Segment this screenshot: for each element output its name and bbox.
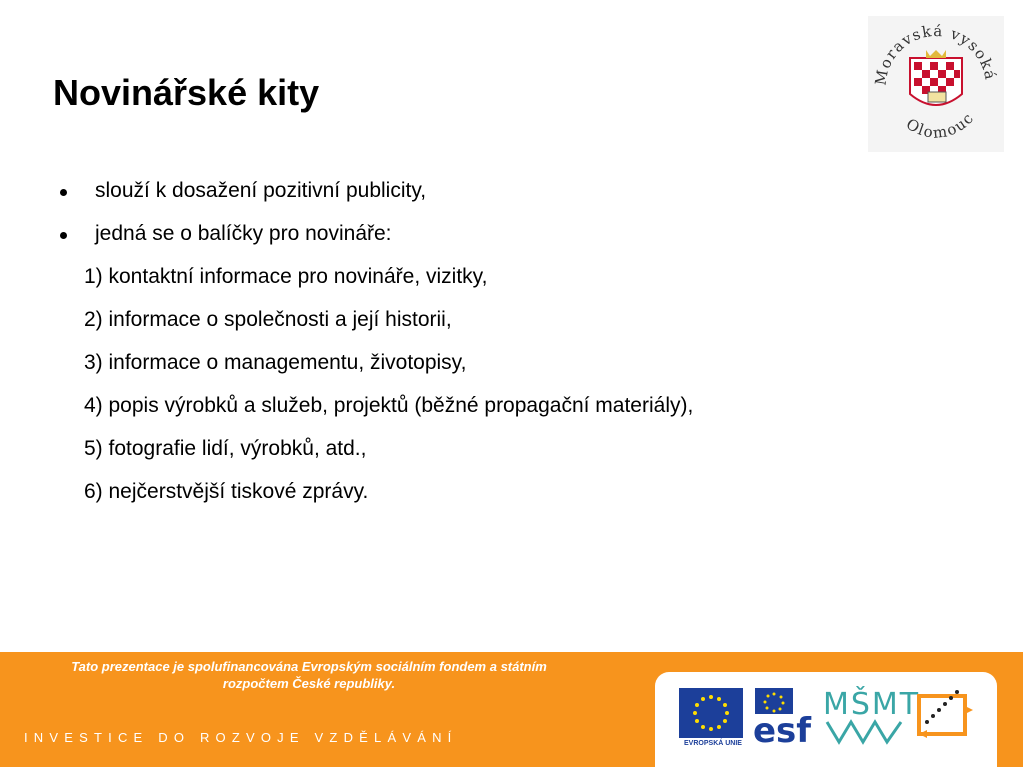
seal-text-bottom: Olomouc (902, 108, 978, 143)
numbered-item: 2) informace o společnosti a její historii, (84, 308, 452, 331)
esf-logo-icon (753, 688, 819, 751)
footer-bar (0, 652, 1023, 767)
numbered-item: 6) nejčerstvější tiskové zprávy. (84, 480, 369, 503)
op-vk-logo-icon (913, 686, 977, 746)
cofinancing-note (0, 658, 618, 692)
slide-title: Novinářské kity (53, 72, 320, 113)
bullet-icon (60, 189, 67, 196)
bullet-item (60, 176, 960, 219)
cofinancing-note-line2: rozpočtem České republiky. (222, 676, 396, 691)
bullet-text: slouží k dosažení pozitivní publicity, (95, 179, 427, 202)
bullet-icon (60, 232, 67, 239)
cofinancing-note-line1: Tato prezentace je spolufinancována Evropským sociálním fondem a státním (71, 659, 547, 674)
numbered-item: 3) informace o managementu, životopisy, (84, 351, 467, 374)
seal-icon (868, 16, 1004, 152)
seal-text-top: Moravská vysoká (871, 21, 1000, 87)
numbered-item: 4) popis výrobků a služeb, projektů (běžné propagační materiály), (84, 394, 694, 417)
slide-body (60, 176, 960, 520)
eu-caption: EVROPSKÁ UNIE (684, 740, 742, 747)
bullet-item (60, 219, 960, 262)
bullet-text: jedná se o balíčky pro novináře: (95, 222, 392, 245)
esf-label: esf (753, 711, 812, 751)
msmt-label: MŠMT (823, 687, 921, 722)
msmt-logo-icon (821, 684, 921, 746)
school-seal-logo (868, 16, 1004, 152)
numbered-item: 1) kontaktní informace pro novináře, vizitky, (84, 265, 488, 288)
footer-tagline: INVESTICE DO ROZVOJE VZDĚLÁVÁNÍ (24, 730, 458, 745)
funding-logos-panel (655, 672, 997, 767)
numbered-item: 5) fotografie lidí, výrobků, atd., (84, 437, 367, 460)
eu-flag-icon (679, 688, 743, 738)
